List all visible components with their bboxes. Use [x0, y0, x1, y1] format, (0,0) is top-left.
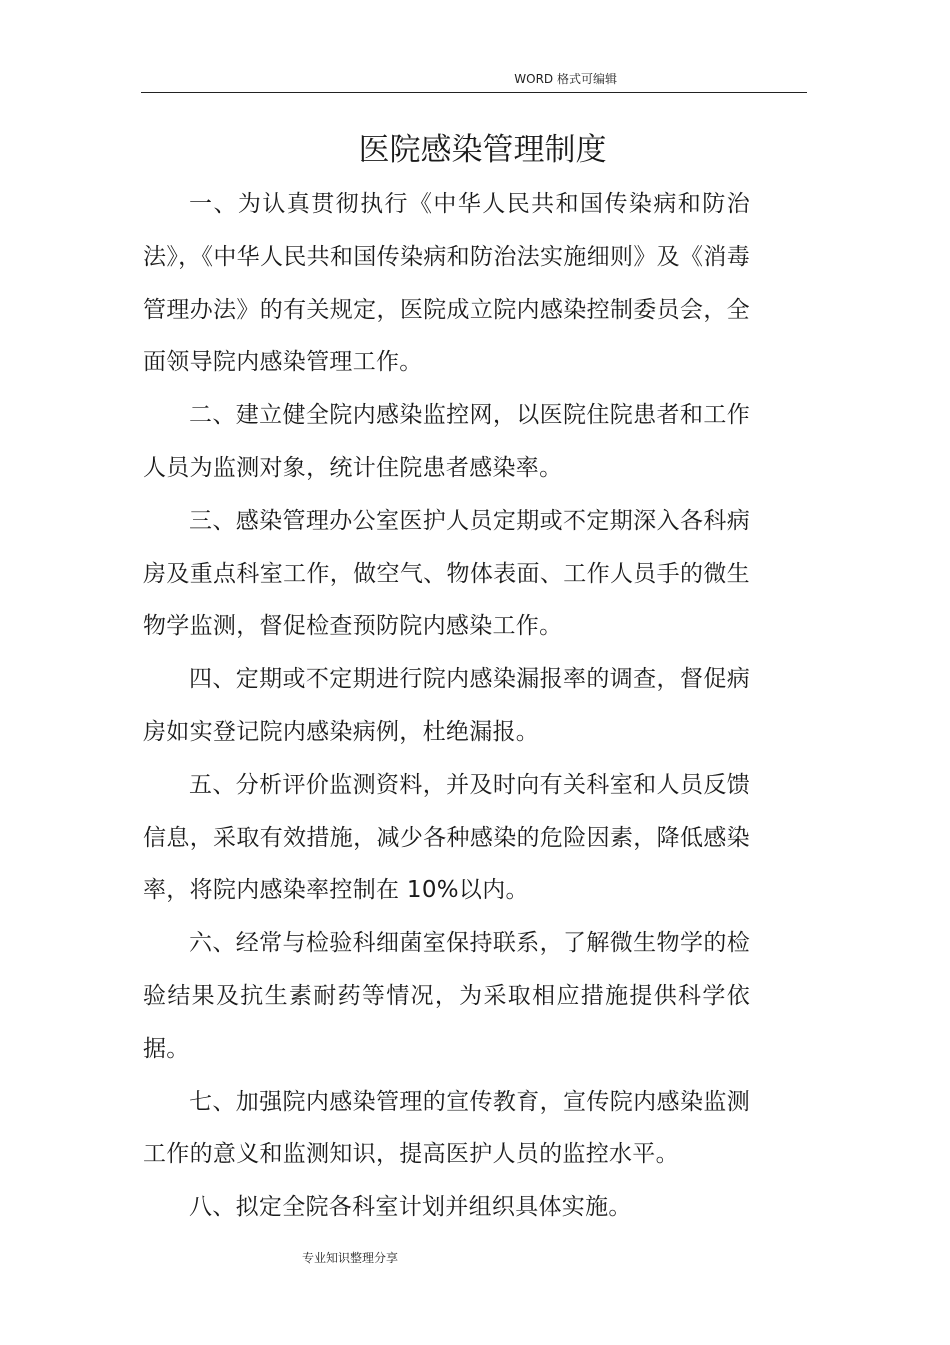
paragraph-2: 二、建立健全院内感染监控网，以医院住院患者和工作人员为监测对象，统计住院患者感染率。 [143, 402, 750, 481]
paragraph-4: 四、定期或不定期进行院内感染漏报率的调查，督促病房如实登记院内感染病例，杜绝漏报。 [143, 666, 750, 745]
document-body [143, 178, 750, 1234]
paragraph-3: 三、感染管理办公室医护人员定期或不定期深入各科病房及重点科室工作，做空气、物体表面、工作人员手的微生物学监测，督促检查预防院内感染工作。 [143, 507, 750, 640]
page-header [141, 68, 807, 93]
paragraph-5: 五、分析评价监测资料，并及时向有关科室和人员反馈信息，采取有效措施，减少各种感染的危险因素，降低感染率，将院内感染率控制在 10%以内。 [143, 771, 750, 904]
document-title: 医院感染管理制度 [358, 132, 607, 168]
paragraph-6: 六、经常与检验科细菌室保持联系，了解微生物学的检验结果及抗生素耐药等情况，为采取相应措施提供科学依据。 [143, 930, 750, 1062]
paragraph-7: 七、加强院内感染管理的宣传教育，宣传院内感染监测工作的意义和监测知识，提高医护人员的监控水平。 [143, 1088, 750, 1168]
page-footer: 专业知识整理分享 [302, 1251, 399, 1265]
paragraph-1: 一、为认真贯彻执行《中华人民共和国传染病和防治法》，《中华人民共和国传染病和防治法实施细则》及《消毒管理办法》的有关规定，医院成立院内感染控制委员会，全面领导院内感染管理工作。 [143, 191, 750, 376]
header-text: WORD 格式可编辑 [514, 72, 617, 86]
paragraph-8: 八、拟定全院各科室计划并组织具体实施。 [189, 1194, 632, 1221]
